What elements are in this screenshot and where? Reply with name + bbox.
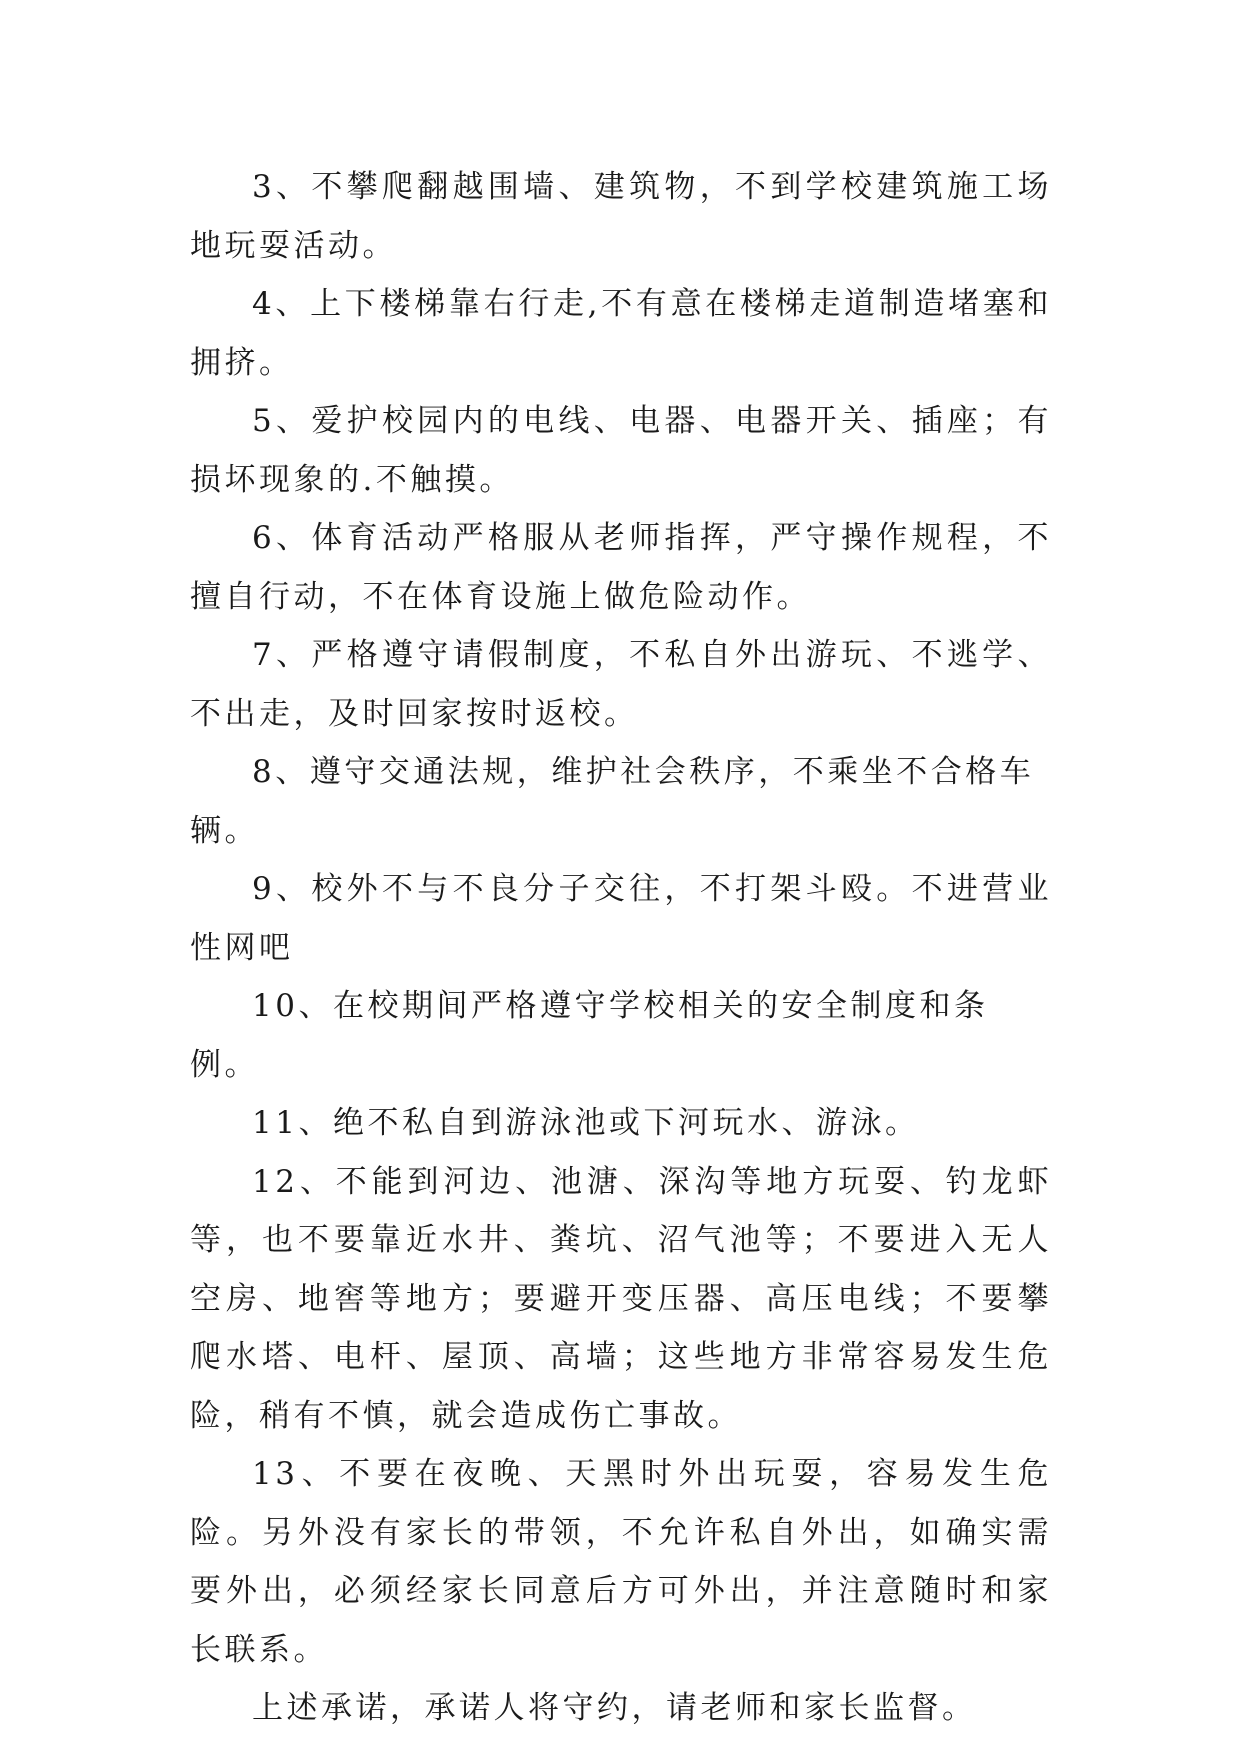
paragraph-item-10: 10、在校期间严格遵守学校相关的安全制度和条例。 [190, 988, 989, 1083]
paragraph-item-13: 13、不要在夜晚、天黑时外出玩耍，容易发生危险。另外没有家长的带领，不允许私自外出，如确实需要外出，必须经家长同意后方可外出，并注意随时和家长联系。 [190, 1456, 1052, 1668]
paragraph-item-3: 3、不攀爬翻越围墙、建筑物，不到学校建筑施工场地玩耍活动。 [190, 169, 1052, 264]
paragraph-item-6: 6、体育活动严格服从老师指挥，严守操作规程，不擅自行动，不在体育设施上做危险动作。 [190, 520, 1052, 615]
paragraph-item-12: 12、不能到河边、池溏、深沟等地方玩耍、钓龙虾等，也不要靠近水井、粪坑、沼气池等；不要进入无人空房、地窖等地方；要避开变压器、高压电线；不要攀爬水塔、电杆、屋顶、高墙；这些地方非常容易发生危险，稍有不慎，就会造成伤亡事故。 [190, 1163, 1052, 1434]
document-body [190, 158, 1052, 1738]
paragraph-item-9: 9、校外不与不良分子交往，不打架斗殴。不进营业性网吧 [190, 871, 1052, 966]
paragraph-item-11: 11、绝不私自到游泳池或下河玩水、游泳。 [252, 1105, 920, 1141]
closing-statement: 上述承诺，承诺人将守约，请老师和家长监督。 [252, 1690, 977, 1726]
paragraph-item-4: 4、上下楼梯靠右行走,不有意在楼梯走道制造堵塞和拥挤。 [190, 286, 1052, 381]
paragraph-item-7: 7、严格遵守请假制度，不私自外出游玩、不逃学、不出走，及时回家按时返校。 [190, 637, 1052, 732]
paragraph-item-8: 8、遵守交通法规，维护社会秩序，不乘坐不合格车辆。 [190, 754, 1035, 849]
paragraph-item-5: 5、爱护校园内的电线、电器、电器开关、插座；有损坏现象的.不触摸。 [190, 403, 1052, 498]
